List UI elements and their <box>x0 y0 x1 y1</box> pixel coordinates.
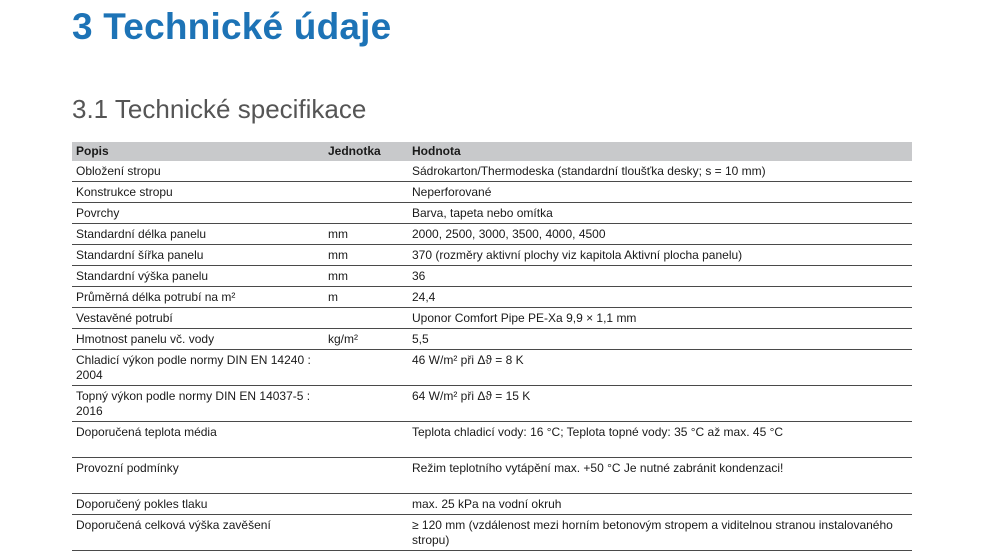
cell-jednotka <box>324 161 408 182</box>
cell-popis: Topný výkon podle normy DIN EN 14037-5 : 2016 <box>72 386 324 422</box>
cell-jednotka <box>324 458 408 494</box>
table-row <box>72 182 912 203</box>
section-title: 3.1 Technické specifikace <box>72 94 367 124</box>
cell-popis: Vestavěné potrubí <box>72 308 324 329</box>
cell-popis: Povrchy <box>72 203 324 224</box>
cell-hodnota: Neperforované <box>408 182 912 203</box>
cell-jednotka: mm <box>324 245 408 266</box>
cell-popis: Standardní délka panelu <box>72 224 324 245</box>
cell-jednotka <box>324 494 408 515</box>
table-row <box>72 458 912 494</box>
cell-popis: Doporučená celková výška zavěšení <box>72 515 324 551</box>
table-header-row <box>72 142 912 161</box>
table-row <box>72 308 912 329</box>
cell-jednotka <box>324 182 408 203</box>
cell-popis: Konstrukce stropu <box>72 182 324 203</box>
table-row <box>72 266 912 287</box>
cell-hodnota: 46 W/m² při Δϑ = 8 K <box>408 350 912 386</box>
table-row <box>72 203 912 224</box>
cell-hodnota: 36 <box>408 266 912 287</box>
cell-popis: Obložení stropu <box>72 161 324 182</box>
table-row <box>72 494 912 515</box>
cell-hodnota: 370 (rozměry aktivní plochy viz kapitola Aktivní plocha panelu) <box>408 245 912 266</box>
column-header-popis: Popis <box>72 142 324 161</box>
table-row <box>72 515 912 551</box>
specification-table <box>72 142 912 551</box>
cell-popis: Doporučená teplota média <box>72 422 324 458</box>
cell-popis: Standardní šířka panelu <box>72 245 324 266</box>
cell-hodnota: Barva, tapeta nebo omítka <box>408 203 912 224</box>
cell-popis: Chladicí výkon podle normy DIN EN 14240 : 2004 <box>72 350 324 386</box>
cell-hodnota: Sádrokarton/Thermodeska (standardní tloušťka desky; s = 10 mm) <box>408 161 912 182</box>
table-row <box>72 422 912 458</box>
column-header-jednotka: Jednotka <box>324 142 408 161</box>
cell-jednotka <box>324 308 408 329</box>
cell-jednotka: m <box>324 287 408 308</box>
cell-popis: Průměrná délka potrubí na m² <box>72 287 324 308</box>
cell-hodnota: Teplota chladicí vody: 16 °C; Teplota topné vody: 35 °C až max. 45 °C <box>408 422 912 458</box>
cell-hodnota: 2000, 2500, 3000, 3500, 4000, 4500 <box>408 224 912 245</box>
table-row <box>72 329 912 350</box>
cell-hodnota: 5,5 <box>408 329 912 350</box>
cell-jednotka: kg/m² <box>324 329 408 350</box>
table-row <box>72 161 912 182</box>
cell-hodnota: 24,4 <box>408 287 912 308</box>
table-row <box>72 287 912 308</box>
cell-jednotka: mm <box>324 266 408 287</box>
cell-jednotka <box>324 350 408 386</box>
cell-jednotka <box>324 386 408 422</box>
cell-jednotka <box>324 203 408 224</box>
cell-jednotka <box>324 515 408 551</box>
table-row <box>72 224 912 245</box>
cell-hodnota: 64 W/m² při Δϑ = 15 K <box>408 386 912 422</box>
cell-hodnota: max. 25 kPa na vodní okruh <box>408 494 912 515</box>
table-row <box>72 245 912 266</box>
cell-jednotka: mm <box>324 224 408 245</box>
page-title: 3 Technické údaje <box>72 6 392 47</box>
cell-popis: Hmotnost panelu vč. vody <box>72 329 324 350</box>
cell-popis: Provozní podmínky <box>72 458 324 494</box>
table-row <box>72 350 912 386</box>
cell-hodnota: ≥ 120 mm (vzdálenost mezi horním betonovým stropem a viditelnou stranou instalovaného stropu) <box>408 515 912 551</box>
cell-popis: Doporučený pokles tlaku <box>72 494 324 515</box>
cell-popis: Standardní výška panelu <box>72 266 324 287</box>
column-header-hodnota: Hodnota <box>408 142 912 161</box>
cell-jednotka <box>324 422 408 458</box>
cell-hodnota: Uponor Comfort Pipe PE-Xa 9,9 × 1,1 mm <box>408 308 912 329</box>
table-row <box>72 386 912 422</box>
cell-hodnota: Režim teplotního vytápění max. +50 °C Je nutné zabránit kondenzaci! <box>408 458 912 494</box>
